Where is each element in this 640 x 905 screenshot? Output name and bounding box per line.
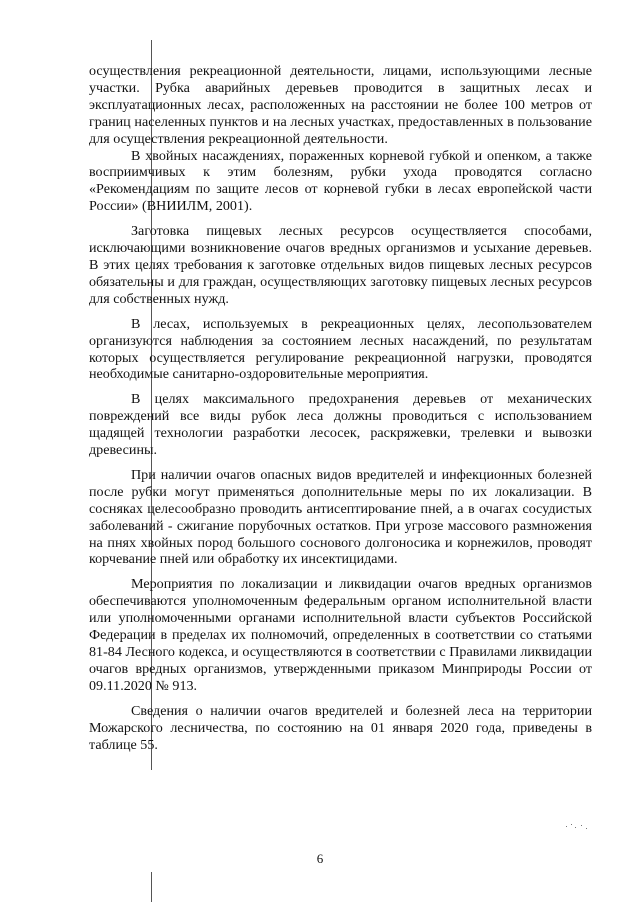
page-number: 6	[316, 851, 324, 866]
paragraph-continuation: осуществления рекреационной деятельности, лицами, использующими лесные участки. Рубка аварийных деревьев проводится в защитных лесах и эксплуатационных лесах, расположенных на расстоянии не более 100 метров от границ населенных пунктов и на лесных участках, предоставленных в пользование для осуществления рекреационной деятельности.	[89, 63, 592, 147]
paragraph-table-reference: Сведения о наличии очагов вредителей и болезней леса на территории Можарского лесничества, по состоянию на 01 января 2020 года, приведены в таблице 55.	[89, 702, 592, 753]
document-body	[89, 63, 592, 753]
scan-specks	[566, 823, 590, 831]
paragraph-food-resources: Заготовка пищевых лесных ресурсов осуществляется способами, исключающими возникновение очагов вредных организмов и усыхание деревьев. В этих целях требования к заготовке отдельных видов пищевых лесных ресурсов обязательны и для граждан, осуществляющих заготовку пищевых лесных ресурсов для собственных нужд.	[89, 223, 592, 307]
paragraph-localization-measures: Мероприятия по локализации и ликвидации очагов вредных организмов обеспечиваются уполномоченным федеральным органом исполнительной власти или уполномоченными органами исполнительной власти субъектов Российской Федерации в пределах их полномочий, определенных в соответствии со статьями 81-84 Лесного кодекса, и осуществляются в соответствии с Правилами ликвидации очагов вредных организмов, утвержденными приказом Минприроды России от 09.11.2020 № 913.	[89, 576, 592, 694]
paragraph-recreational-forests: В лесах, используемых в рекреационных целях, лесопользователем организуются наблюдения за состоянием лесных насаждений, по результатам которых осуществляется регулирование рекреационной нагрузки, проводятся необходимые санитарно-оздоровительные мероприятия.	[89, 315, 592, 383]
paragraph-pest-foci: При наличии очагов опасных видов вредителей и инфекционных болезней после рубки могут применяться дополнительные меры по их локализации. В сосняках целесообразно проводить антисептирование пней, а в очагах сосудистых заболеваний - сжигание порубочных остатков. При угрозе массового размножения на пнях хвойных пород большого соснового долгоносика и корнежилов, проводят корчевание пней или обработку их инсектицидами.	[89, 466, 592, 568]
paragraph-root-fungus: В хвойных насаждениях, пораженных корневой губкой и опенком, а также восприимчивых к этим болезням, рубки ухода проводятся согласно «Рекомендациям по защите лесов от корневой губки в лесах европейской части России» (ВНИИЛМ, 2001).	[89, 147, 592, 215]
scan-artifact-line-bottom	[151, 872, 152, 902]
paragraph-mechanical-damage: В целях максимального предохранения деревьев от механических повреждений все виды рубок леса должны проводиться с использованием щадящей технологии разработки лесосек, раскряжевки, трелевки и вывозки древесины.	[89, 391, 592, 459]
